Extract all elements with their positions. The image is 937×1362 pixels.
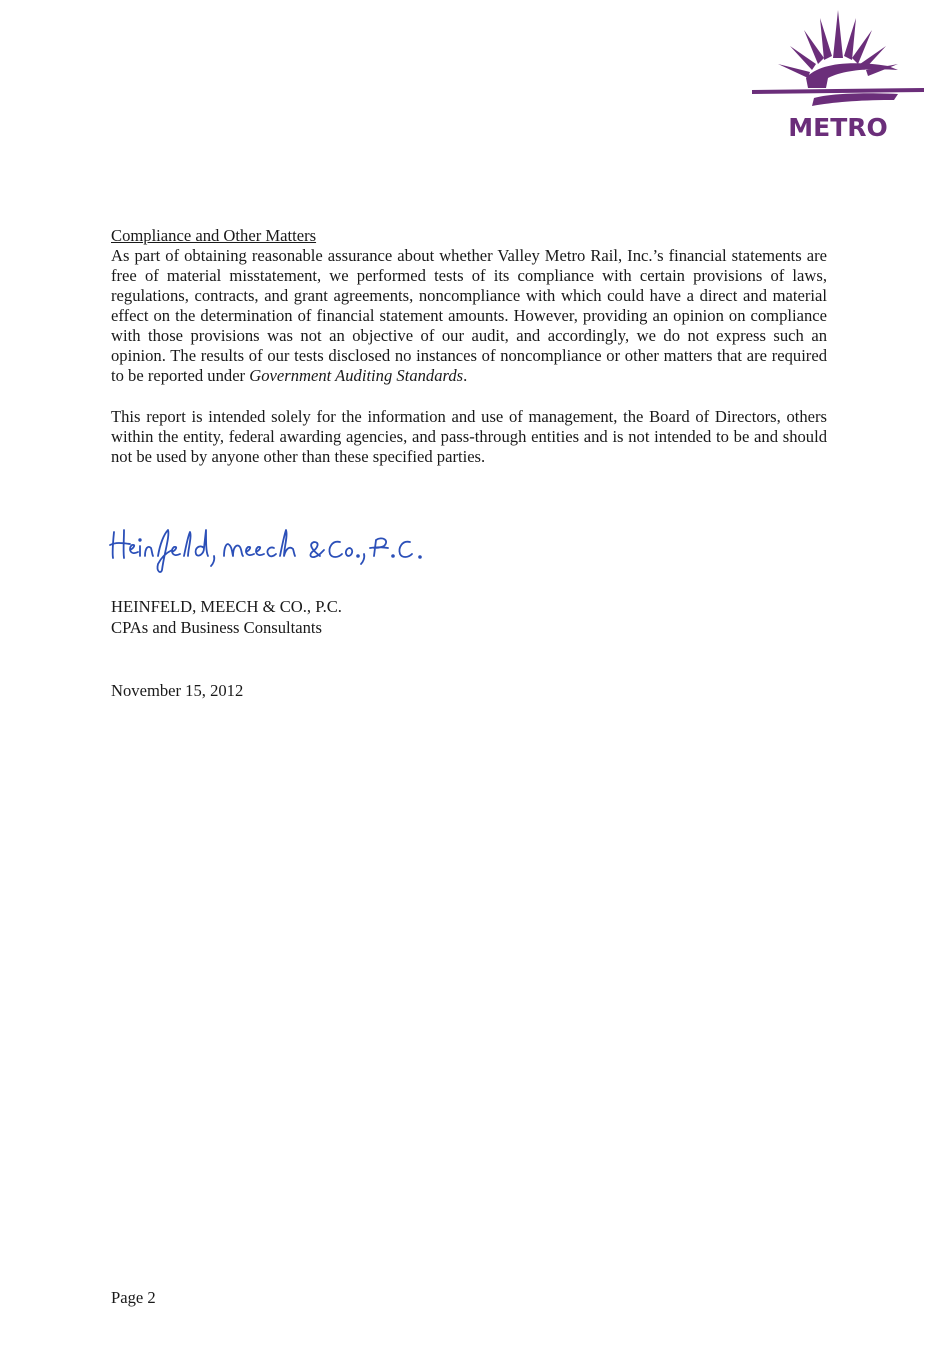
handwritten-signature	[108, 514, 428, 574]
report-date: November 15, 2012	[111, 681, 244, 700]
intended-use-paragraph: This report is intended solely for the information and use of management, the Board of Directors, others within the entity, federal awarding agencies, and pass-through entities and is not intended to be and should not be used by anyone other than these specified parties.	[111, 407, 827, 466]
firm-subtitle: CPAs and Business Consultants	[111, 618, 322, 637]
firm-block	[111, 596, 342, 638]
metro-logo	[748, 8, 928, 144]
firm-name: HEINFELD, MEECH & CO., P.C.	[111, 597, 342, 616]
compliance-paragraph: As part of obtaining reasonable assurance about whether Valley Metro Rail, Inc.’s financial statements are free of material misstatement, we performed tests of its compliance with certain provisions of laws, regulations, contracts, and grant agreements, noncompliance with which could have a direct and material effect on the determination of financial statement amounts. However, providing an opinion on compliance with those provisions was not an objective of our audit, and accordingly, we do not express such an opinion. The results of our tests disclosed no instances of noncompliance or other matters that are required to be reported under Government Auditing Standards.	[111, 246, 827, 385]
section-heading: Compliance and Other Matters	[111, 226, 317, 245]
italic-reference: Government Auditing Standards	[249, 366, 464, 385]
report-section	[111, 226, 827, 467]
metro-logo-text: METRO	[788, 113, 888, 142]
page-number: Page 2	[111, 1288, 156, 1307]
